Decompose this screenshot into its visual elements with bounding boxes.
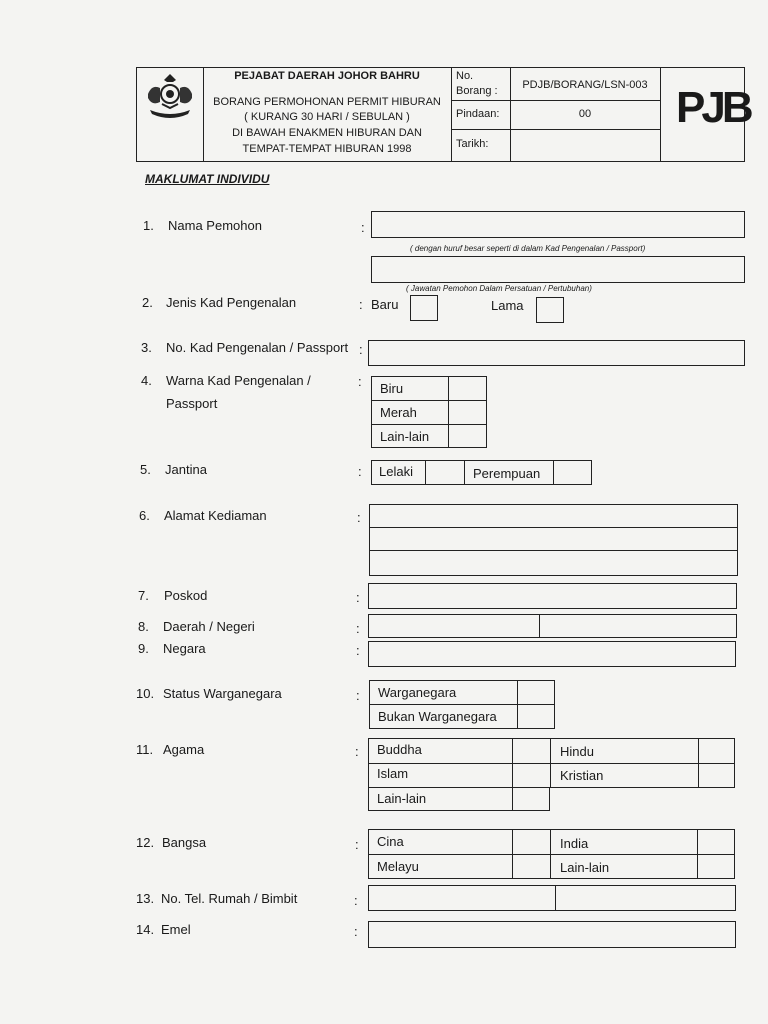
- option-buddha: Buddha: [377, 742, 422, 757]
- daerah-negeri-label: Daerah / Negeri: [163, 619, 255, 634]
- field-number: 14.: [136, 922, 155, 937]
- colon: :: [354, 924, 358, 939]
- buddha-checkbox[interactable]: [513, 739, 549, 762]
- nama-pemohon-input[interactable]: [371, 211, 745, 238]
- option-lama-label: Lama: [491, 298, 524, 313]
- table-divider: [464, 460, 465, 485]
- colon: :: [358, 464, 362, 479]
- agama-label: Agama: [163, 742, 205, 757]
- header-divider: [451, 67, 452, 162]
- no-borang-label: Borang :: [456, 85, 498, 97]
- option-lelaki: Lelaki: [379, 464, 413, 479]
- option-lain-lain: Lain-lain: [380, 429, 430, 444]
- no-borang-label: No.: [456, 70, 474, 82]
- status-warganegara-label: Status Warganegara: [163, 686, 282, 701]
- option-baru-label: Baru: [371, 297, 399, 312]
- colon: :: [355, 744, 359, 759]
- jawatan-note: ( Jawatan Pemohon Dalam Persatuan / Pertubuhan): [406, 284, 592, 293]
- table-divider: [368, 763, 735, 764]
- office-name: PEJABAT DAERAH JOHOR BAHRU: [234, 70, 420, 82]
- option-merah: Merah: [380, 405, 417, 420]
- field-number: 12.: [136, 835, 155, 850]
- colon: :: [354, 893, 358, 908]
- field-number: 4.: [141, 373, 152, 388]
- header-divider: [451, 129, 660, 130]
- poskod-label: Poskod: [164, 588, 208, 603]
- option-lain-lain: Lain-lain: [560, 860, 610, 875]
- lain-lain-checkbox[interactable]: [449, 425, 486, 447]
- jawatan-input[interactable]: [371, 256, 745, 283]
- option-bukan-warganegara: Bukan Warganegara: [378, 709, 497, 724]
- colon: :: [357, 510, 361, 525]
- pjb-logo: PJB: [676, 83, 750, 132]
- islam-checkbox[interactable]: [513, 764, 549, 787]
- jenis-kad-label: Jenis Kad Pengenalan: [166, 295, 297, 310]
- colon: :: [359, 297, 363, 312]
- poskod-input[interactable]: [368, 583, 737, 609]
- no-tel-label: No. Tel. Rumah / Bimbit: [161, 891, 298, 906]
- merah-checkbox[interactable]: [449, 401, 486, 423]
- address-line-divider: [369, 527, 738, 528]
- bangsa-label: Bangsa: [162, 835, 207, 850]
- colon: :: [355, 837, 359, 852]
- baru-checkbox[interactable]: [410, 295, 438, 321]
- colon: :: [356, 590, 360, 605]
- jantina-label: Jantina: [165, 462, 207, 477]
- cina-checkbox[interactable]: [513, 830, 549, 853]
- india-checkbox[interactable]: [698, 830, 734, 853]
- table-divider: [368, 854, 735, 855]
- form-title-line: ( KURANG 30 HARI / SEBULAN ): [244, 111, 410, 123]
- no-kad-label: No. Kad Pengenalan / Passport: [166, 340, 349, 355]
- hindu-checkbox[interactable]: [699, 739, 734, 762]
- form-title-line: BORANG PERMOHONAN PERMIT HIBURAN: [213, 96, 441, 108]
- field-number: 5.: [140, 462, 151, 477]
- bukan-warganegara-checkbox[interactable]: [518, 705, 554, 728]
- pindaan-value: 00: [578, 108, 592, 120]
- negeri-input[interactable]: [539, 614, 737, 638]
- colon: :: [359, 342, 363, 357]
- daerah-input[interactable]: [368, 614, 540, 638]
- field-number: 13.: [136, 891, 155, 906]
- biru-checkbox[interactable]: [449, 377, 486, 399]
- warna-kad-label-line2: Passport: [166, 396, 218, 411]
- field-number: 2.: [142, 295, 153, 310]
- negara-input[interactable]: [368, 641, 736, 667]
- colon: :: [356, 688, 360, 703]
- lain-lain-agama-checkbox[interactable]: [513, 788, 549, 810]
- option-hindu: Hindu: [560, 744, 594, 759]
- field-number: 9.: [138, 641, 149, 656]
- option-melayu: Melayu: [377, 859, 419, 874]
- no-kad-input[interactable]: [368, 340, 745, 366]
- option-warganegara: Warganegara: [378, 685, 457, 700]
- melayu-checkbox[interactable]: [513, 855, 549, 878]
- address-line-divider: [369, 550, 738, 551]
- field-number: 11.: [136, 742, 154, 757]
- tarikh-label: Tarikh:: [456, 138, 489, 150]
- colon: :: [361, 220, 365, 235]
- colon: :: [358, 374, 362, 389]
- lelaki-checkbox[interactable]: [426, 461, 463, 484]
- option-cina: Cina: [377, 834, 404, 849]
- negara-label: Negara: [163, 641, 206, 656]
- nama-pemohon-label: Nama Pemohon: [168, 218, 262, 233]
- tel-bimbit-input[interactable]: [555, 885, 736, 911]
- field-number: 1.: [143, 218, 154, 233]
- emel-input[interactable]: [368, 921, 736, 948]
- colon: :: [356, 643, 360, 658]
- form-title-line: DI BAWAH ENAKMEN HIBURAN DAN: [232, 127, 422, 139]
- option-perempuan: Perempuan: [473, 466, 541, 481]
- option-biru: Biru: [380, 381, 404, 396]
- no-borang-value: PDJB/BORANG/LSN-003: [522, 79, 648, 91]
- option-islam: Islam: [377, 766, 409, 781]
- header-divider: [660, 67, 661, 162]
- kristian-checkbox[interactable]: [699, 764, 734, 787]
- field-number: 8.: [138, 619, 149, 634]
- perempuan-checkbox[interactable]: [554, 461, 591, 484]
- alamat-label: Alamat Kediaman: [164, 508, 267, 523]
- field-number: 10.: [136, 686, 155, 701]
- colon: :: [356, 621, 360, 636]
- field-number: 6.: [139, 508, 150, 523]
- lama-checkbox[interactable]: [536, 297, 564, 323]
- section-title: MAKLUMAT INDIVIDU: [145, 172, 270, 186]
- field-number: 7.: [138, 588, 149, 603]
- warganegara-checkbox[interactable]: [518, 681, 554, 703]
- warna-kad-label: Warna Kad Pengenalan /: [166, 373, 311, 388]
- lain-lain-bangsa-checkbox[interactable]: [698, 855, 734, 878]
- option-kristian: Kristian: [560, 768, 604, 783]
- header-divider: [451, 100, 660, 101]
- emel-label: Emel: [161, 922, 191, 937]
- pindaan-label: Pindaan:: [456, 108, 500, 120]
- alamat-input[interactable]: [369, 504, 738, 576]
- crest-logo: [140, 72, 200, 122]
- field-number: 3.: [141, 340, 152, 355]
- form-title-line: TEMPAT-TEMPAT HIBURAN 1998: [242, 143, 412, 155]
- option-india: India: [560, 836, 589, 851]
- nama-note: ( dengan huruf besar seperti di dalam Kad Pengenalan / Passport): [410, 244, 646, 253]
- tel-rumah-input[interactable]: [368, 885, 556, 911]
- option-lain-lain: Lain-lain: [377, 791, 427, 806]
